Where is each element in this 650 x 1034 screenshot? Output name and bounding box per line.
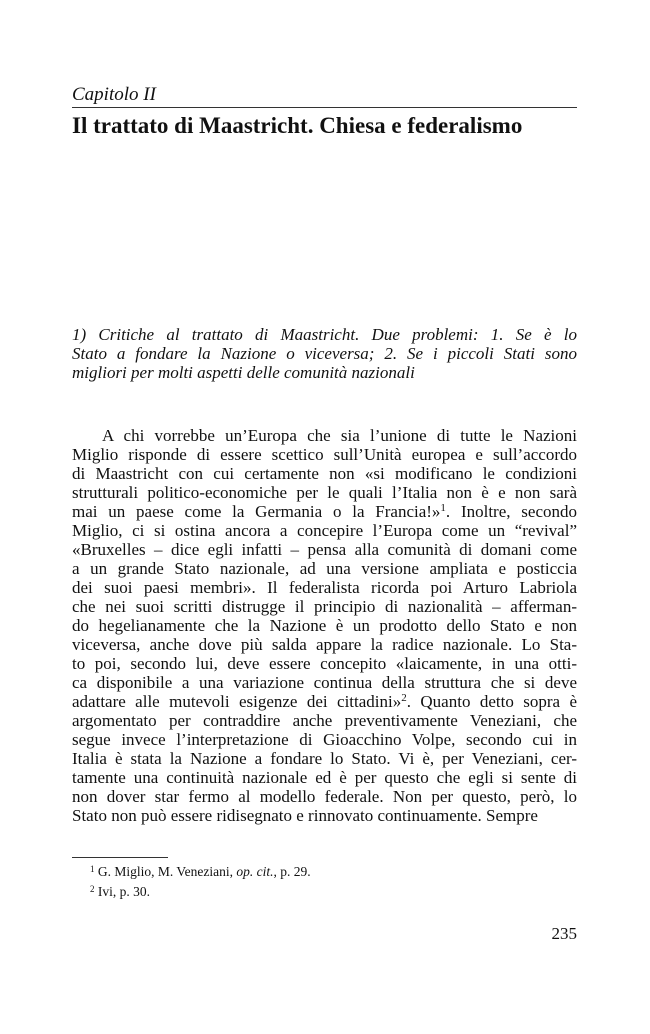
body-line-text: . Quanto detto sopra è: [406, 692, 577, 711]
body-line: [72, 730, 577, 749]
body-line-text: segue invece l’interpretazione di Gioacchino Volpe, secondo cui in: [72, 730, 577, 749]
body-line: [72, 540, 577, 559]
footnote-text: , p. 29.: [273, 864, 311, 879]
body-line: [72, 673, 577, 692]
section-heading-line: Stato a fondare la Nazione o viceversa; 2. Se i piccoli Stati sono: [72, 344, 577, 363]
body-line: [72, 654, 577, 673]
chapter-label: Capitolo II: [72, 84, 156, 105]
body-line: [72, 768, 577, 787]
footnote-citation: op. cit.: [236, 864, 274, 879]
section-heading: [72, 325, 577, 382]
body-line-text: . Inoltre, secondo: [445, 502, 577, 521]
body-line-text: Miglio, ci si ostina ancora a concepire l’Europa come un “revival”: [72, 521, 577, 540]
body-line-text: Miglio risponde di essere scettico sull’Unità europea e sull’accordo: [72, 445, 577, 464]
footnote-divider: [72, 857, 168, 858]
body-line-text: Stato non può essere ridisegnato e rinnovato continuamente. Sempre: [72, 806, 538, 825]
body-text: [72, 426, 577, 825]
body-line-text: A chi vorrebbe un’Europa che sia l’unione di tutte le Nazioni: [102, 426, 577, 445]
footnote-number: 2: [90, 884, 95, 894]
footnote-reference[interactable]: 1: [440, 502, 446, 514]
body-line: [72, 559, 577, 578]
footnotes: [72, 862, 577, 902]
body-line: [72, 711, 577, 730]
body-line: [72, 787, 577, 806]
footnote-text: G. Miglio, M. Veneziani,: [94, 864, 237, 879]
body-line: [72, 597, 577, 616]
body-line-text: ca disponibile a una variazione continua della struttura che si deve: [72, 673, 577, 692]
footnote: [72, 882, 577, 902]
section-heading-line: migliori per molti aspetti delle comunità nazionali: [72, 363, 415, 382]
body-line-text: che nei suoi scritti distrugge il principio di nazionalità – afferman-: [72, 597, 577, 616]
body-line-text: do hegelianamente che la Nazione è un prodotto dello Stato e non: [72, 616, 577, 635]
body-line: [72, 502, 577, 521]
page-number: 235: [551, 924, 577, 943]
section-heading-line: 1) Critiche al trattato di Maastricht. Due problemi: 1. Se è lo: [72, 325, 577, 344]
body-line: [72, 483, 577, 502]
footnote: [72, 862, 577, 882]
footnote-number: 1: [90, 864, 95, 874]
body-line: [72, 635, 577, 654]
body-line-text: dei suoi paesi membri». Il federalista ricorda poi Arturo Labriola: [72, 578, 577, 597]
body-line-text: adattare alle mutevoli esigenze dei cittadini»: [72, 692, 402, 711]
footnote-text: Ivi, p. 30.: [94, 884, 150, 899]
chapter-divider: [72, 107, 577, 108]
body-line-text: non dover star fermo al modello federale. Non per questo, però, lo: [72, 787, 577, 806]
body-line: [72, 616, 577, 635]
body-line: [72, 445, 577, 464]
body-line-text: to poi, secondo lui, deve essere concepito «laicamente, in una otti-: [72, 654, 577, 673]
body-line: [72, 521, 577, 540]
body-line-text: «Bruxelles – dice egli infatti – pensa alla comunità di domani come: [72, 540, 577, 559]
body-line: [72, 426, 577, 445]
body-line: [72, 692, 577, 711]
body-line: [72, 464, 577, 483]
body-line-text: viceversa, anche dove più salda appare la radice nazionale. Lo Sta-: [72, 635, 577, 654]
body-line-text: strutturali politico-economiche per le quali l’Italia non è e non sarà: [72, 483, 577, 502]
body-line-text: argomentato per contraddire anche preventivamente Veneziani, che: [72, 711, 577, 730]
footnote-reference[interactable]: 2: [401, 692, 407, 704]
body-line-text: di Maastricht con cui certamente non «si modificano le condizioni: [72, 464, 577, 483]
body-line: [72, 578, 577, 597]
body-line-text: a un grande Stato nazionale, ad una versione ampliata e posticcia: [72, 559, 577, 578]
body-line: [72, 749, 577, 768]
body-line-text: tamente una continuità nazionale ed è per questo che egli si sente di: [72, 768, 577, 787]
body-line-text: mai un paese come la Germania o la Francia!»: [72, 502, 441, 521]
chapter-title: Il trattato di Maastricht. Chiesa e federalismo: [72, 113, 523, 138]
body-line: [72, 806, 577, 825]
body-line-text: Italia è stata la Nazione a fondare lo Stato. Vi è, per Veneziani, cer-: [72, 749, 577, 768]
